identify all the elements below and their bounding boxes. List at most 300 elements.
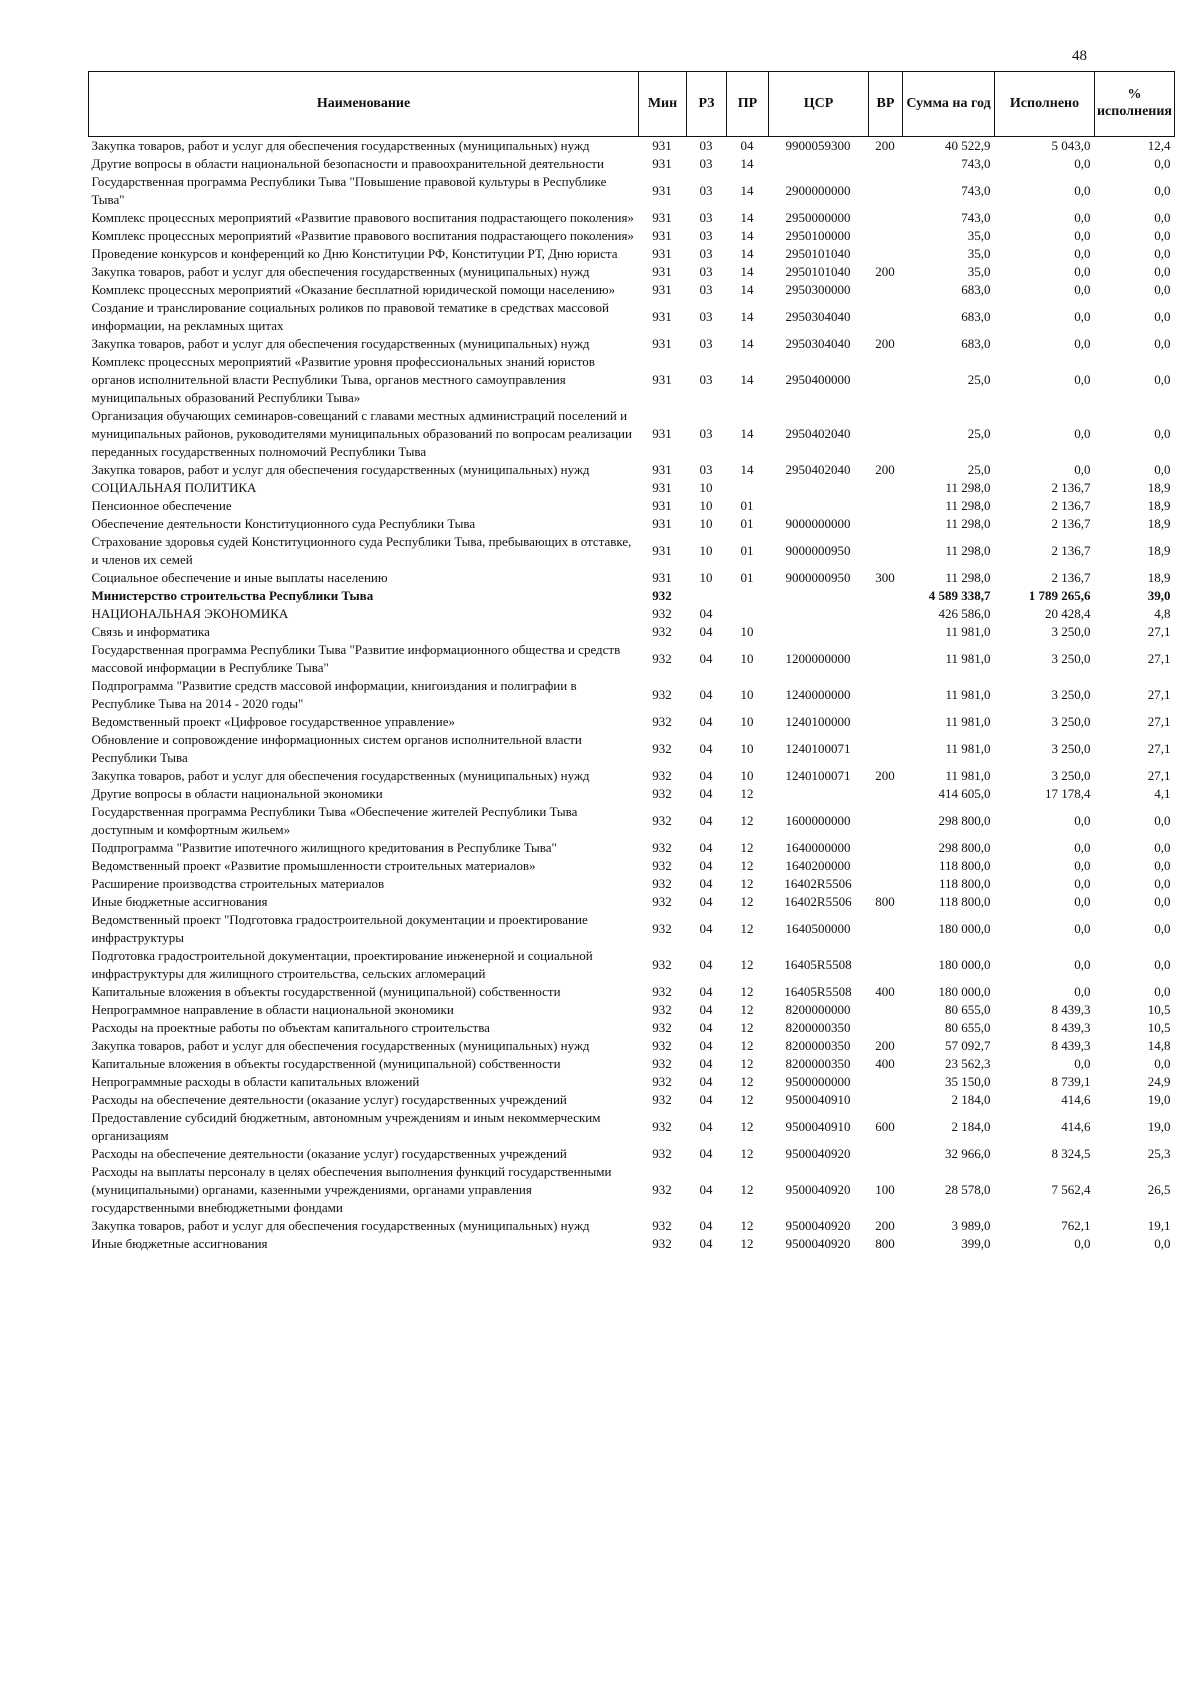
done-cell: 0,0 [1074, 210, 1091, 225]
rz-cell [687, 587, 727, 605]
min-cell: 932 [652, 1146, 672, 1161]
csr-cell: 2950402040 [785, 462, 851, 477]
min-cell: 931 [652, 228, 672, 243]
rz-cell: 04 [699, 606, 713, 621]
header-name: Наименование [89, 72, 639, 137]
csr-cell: 9500040920 [785, 1218, 851, 1233]
min-cell: 932 [652, 957, 672, 972]
sum-cell: 743,0 [961, 156, 991, 171]
vr-cell [869, 623, 903, 641]
table-row [89, 209, 1175, 227]
table-row [89, 173, 1175, 209]
csr-cell: 1640200000 [785, 858, 851, 873]
table-row [89, 1055, 1175, 1073]
min-cell: 931 [652, 282, 672, 297]
rz-cell: 03 [699, 426, 713, 441]
rz-cell: 04 [699, 1236, 713, 1251]
min-cell: 932 [652, 1002, 672, 1017]
pct-cell: 24,9 [1147, 1074, 1171, 1089]
header-rz: РЗ [687, 72, 727, 137]
vr-cell [869, 587, 903, 605]
name-cell: Закупка товаров, работ и услуг для обеспечения государственных (муниципальных) нужд [91, 1218, 590, 1233]
csr-cell: 2950304040 [785, 309, 851, 324]
pct-cell: 0,0 [1154, 1236, 1171, 1251]
sum-cell: 683,0 [961, 282, 991, 297]
pct-cell: 0,0 [1154, 336, 1171, 351]
header-vr: ВР [869, 72, 903, 137]
pr-cell: 01 [740, 516, 754, 531]
done-cell: 762,1 [1061, 1218, 1091, 1233]
done-cell: 0,0 [1074, 426, 1091, 441]
name-cell: Проведение конкурсов и конференций ко Дню Конституции РФ, Конституции РТ, Дню юриста [91, 246, 618, 261]
vr-cell: 100 [875, 1182, 895, 1197]
done-cell: 0,0 [1074, 876, 1091, 891]
sum-cell: 743,0 [961, 183, 991, 198]
done-cell: 0,0 [1074, 309, 1091, 324]
pr-cell: 10 [740, 714, 754, 729]
name-cell: Министерство строительства Республики Тыва [91, 588, 374, 603]
done-cell: 0,0 [1074, 957, 1091, 972]
sum-cell: 2 184,0 [951, 1119, 991, 1134]
name-cell: Комплекс процессных мероприятий «Оказание бесплатной юридической помощи населению» [91, 282, 616, 297]
sum-cell: 35 150,0 [945, 1074, 991, 1089]
min-cell: 932 [652, 1056, 672, 1071]
min-cell: 931 [652, 138, 672, 153]
sum-cell: 180 000,0 [938, 957, 991, 972]
vr-cell [869, 1073, 903, 1091]
min-cell: 932 [652, 687, 672, 702]
table-row [89, 857, 1175, 875]
csr-cell: 8200000000 [785, 1002, 851, 1017]
table-row [89, 155, 1175, 173]
sum-cell: 11 981,0 [945, 768, 991, 783]
done-cell: 0,0 [1074, 813, 1091, 828]
done-cell: 17 178,4 [1045, 786, 1091, 801]
name-cell: Расходы на выплаты персоналу в целях обеспечения выполнения функций государственными (муниципальными) органами, казенными учреждениями, органами управления государственными внебюджетными фондами [91, 1164, 612, 1215]
pr-cell: 12 [740, 957, 754, 972]
done-cell: 3 250,0 [1051, 624, 1091, 639]
name-cell: Закупка товаров, работ и услуг для обеспечения государственных (муниципальных) нужд [91, 462, 590, 477]
table-row [89, 1235, 1175, 1253]
sum-cell: 35,0 [967, 228, 991, 243]
csr-cell: 16405R5508 [784, 957, 852, 972]
pct-cell: 0,0 [1154, 156, 1171, 171]
pr-cell: 10 [740, 651, 754, 666]
pr-cell: 12 [740, 1074, 754, 1089]
vr-cell: 200 [875, 264, 895, 279]
done-cell: 3 250,0 [1051, 768, 1091, 783]
vr-cell [869, 1001, 903, 1019]
rz-cell: 03 [699, 264, 713, 279]
sum-cell: 11 298,0 [945, 570, 991, 585]
csr-cell: 9500040920 [785, 1146, 851, 1161]
rz-cell: 03 [699, 138, 713, 153]
sum-cell: 683,0 [961, 336, 991, 351]
min-cell: 932 [652, 1020, 672, 1035]
min-cell: 931 [652, 183, 672, 198]
vr-cell [869, 533, 903, 569]
name-cell: Связь и информатика [91, 624, 210, 639]
vr-cell: 200 [875, 768, 895, 783]
pr-cell: 14 [740, 309, 754, 324]
csr-cell: 9500040920 [785, 1236, 851, 1251]
name-cell: Расширение производства строительных материалов [91, 876, 385, 891]
pct-cell: 0,0 [1154, 264, 1171, 279]
done-cell: 3 250,0 [1051, 651, 1091, 666]
table-row [89, 263, 1175, 281]
rz-cell: 03 [699, 156, 713, 171]
pct-cell: 0,0 [1154, 984, 1171, 999]
name-cell: Непрограммное направление в области национальной экономики [91, 1002, 454, 1017]
done-cell: 414,6 [1061, 1119, 1091, 1134]
pct-cell: 26,5 [1147, 1182, 1171, 1197]
pr-cell: 12 [740, 1002, 754, 1017]
done-cell: 0,0 [1074, 921, 1091, 936]
vr-cell [869, 245, 903, 263]
vr-cell [869, 641, 903, 677]
table-row [89, 587, 1175, 605]
table-row [89, 839, 1175, 857]
pct-cell: 4,8 [1154, 606, 1171, 621]
done-cell: 2 136,7 [1051, 543, 1091, 558]
done-cell: 8 439,3 [1051, 1038, 1091, 1053]
pr-cell: 12 [740, 1182, 754, 1197]
pct-cell: 0,0 [1154, 813, 1171, 828]
rz-cell: 04 [699, 1218, 713, 1233]
sum-cell: 180 000,0 [938, 984, 991, 999]
min-cell: 932 [652, 858, 672, 873]
min-cell: 932 [652, 876, 672, 891]
rz-cell: 04 [699, 1002, 713, 1017]
pct-cell: 4,1 [1154, 786, 1171, 801]
done-cell: 0,0 [1074, 282, 1091, 297]
done-cell: 0,0 [1074, 336, 1091, 351]
sum-cell: 4 589 338,7 [928, 588, 991, 603]
min-cell: 932 [652, 741, 672, 756]
pct-cell: 10,5 [1147, 1002, 1171, 1017]
min-cell: 932 [652, 840, 672, 855]
name-cell: Иные бюджетные ассигнования [91, 1236, 268, 1251]
name-cell: Комплекс процессных мероприятий «Развитие правового воспитания подрастающего поколения» [91, 228, 634, 243]
csr-cell: 16405R5508 [784, 984, 852, 999]
pct-cell: 18,9 [1147, 543, 1171, 558]
sum-cell: 35,0 [967, 264, 991, 279]
min-cell: 932 [652, 714, 672, 729]
pct-cell: 0,0 [1154, 1056, 1171, 1071]
min-cell: 931 [652, 498, 672, 513]
pct-cell: 0,0 [1154, 372, 1171, 387]
pct-cell: 0,0 [1154, 246, 1171, 261]
name-cell: Ведомственный проект «Цифровое государственное управление» [91, 714, 455, 729]
rz-cell: 03 [699, 228, 713, 243]
pct-cell: 18,9 [1147, 498, 1171, 513]
rz-cell: 03 [699, 183, 713, 198]
min-cell: 931 [652, 516, 672, 531]
csr-cell: 8200000350 [785, 1038, 851, 1053]
rz-cell: 04 [699, 813, 713, 828]
done-cell: 2 136,7 [1051, 516, 1091, 531]
rz-cell: 04 [699, 984, 713, 999]
vr-cell [869, 209, 903, 227]
pr-cell: 12 [740, 876, 754, 891]
csr-cell: 9500000000 [785, 1074, 851, 1089]
table-body [89, 137, 1175, 1254]
vr-cell: 600 [875, 1119, 895, 1134]
rz-cell: 03 [699, 372, 713, 387]
vr-cell [869, 353, 903, 407]
pct-cell: 27,1 [1147, 714, 1171, 729]
pct-cell: 0,0 [1154, 426, 1171, 441]
vr-cell [869, 875, 903, 893]
sum-cell: 118 800,0 [938, 894, 991, 909]
rz-cell: 03 [699, 282, 713, 297]
pct-cell: 19,0 [1147, 1119, 1171, 1134]
min-cell: 932 [652, 894, 672, 909]
pr-cell: 04 [740, 138, 754, 153]
done-cell: 0,0 [1074, 984, 1091, 999]
csr-cell [769, 479, 869, 497]
pr-cell: 12 [740, 894, 754, 909]
done-cell: 5 043,0 [1051, 138, 1091, 153]
vr-cell [869, 515, 903, 533]
min-cell: 932 [652, 984, 672, 999]
min-cell: 932 [652, 651, 672, 666]
rz-cell: 04 [699, 840, 713, 855]
sum-cell: 40 522,9 [945, 138, 991, 153]
pr-cell: 14 [740, 426, 754, 441]
table-row [89, 479, 1175, 497]
done-cell: 414,6 [1061, 1092, 1091, 1107]
table-row [89, 983, 1175, 1001]
csr-cell [769, 785, 869, 803]
rz-cell: 04 [699, 1092, 713, 1107]
table-row [89, 893, 1175, 911]
pr-cell: 10 [740, 624, 754, 639]
rz-cell: 04 [699, 1056, 713, 1071]
header-done: Исполнено [995, 72, 1095, 137]
sum-cell: 11 981,0 [945, 651, 991, 666]
table-row [89, 803, 1175, 839]
min-cell: 932 [652, 1236, 672, 1251]
table-row [89, 1091, 1175, 1109]
name-cell: Ведомственный проект "Подготовка градостроительной документации и проектирование инфраструктуры [91, 912, 588, 945]
sum-cell: 298 800,0 [938, 813, 991, 828]
pr-cell: 14 [740, 462, 754, 477]
pr-cell: 01 [740, 543, 754, 558]
done-cell: 8 324,5 [1051, 1146, 1091, 1161]
done-cell: 2 136,7 [1051, 570, 1091, 585]
min-cell: 932 [652, 813, 672, 828]
header-pct: % исполнения [1095, 72, 1175, 137]
name-cell: Подготовка градостроительной документации, проектирование инженерной и социальной инфраструктуры для жилищного строительства, сельских агломераций [91, 948, 593, 981]
table-row [89, 227, 1175, 245]
name-cell: Другие вопросы в области национальной экономики [91, 786, 383, 801]
pr-cell: 14 [740, 183, 754, 198]
rz-cell: 04 [699, 624, 713, 639]
pct-cell: 18,9 [1147, 480, 1171, 495]
name-cell: Обеспечение деятельности Конституционного суда Республики Тыва [91, 516, 476, 531]
name-cell: Пенсионное обеспечение [91, 498, 232, 513]
pr-cell: 12 [740, 786, 754, 801]
min-cell: 932 [652, 921, 672, 936]
pct-cell: 0,0 [1154, 183, 1171, 198]
table-header [89, 72, 1175, 137]
pr-cell: 14 [740, 246, 754, 261]
done-cell: 2 136,7 [1051, 480, 1091, 495]
rz-cell: 03 [699, 210, 713, 225]
csr-cell: 2950000000 [785, 210, 851, 225]
csr-cell: 2950100000 [785, 228, 851, 243]
sum-cell: 11 981,0 [945, 624, 991, 639]
rz-cell: 04 [699, 957, 713, 972]
done-cell: 0,0 [1074, 228, 1091, 243]
name-cell: Обновление и сопровождение информационных систем органов исполнительной власти Республики Тыва [91, 732, 582, 765]
table-row [89, 641, 1175, 677]
pr-cell: 10 [740, 687, 754, 702]
rz-cell: 04 [699, 894, 713, 909]
rz-cell: 04 [699, 714, 713, 729]
pr-cell: 14 [740, 156, 754, 171]
sum-cell: 23 562,3 [945, 1056, 991, 1071]
sum-cell: 11 981,0 [945, 687, 991, 702]
pct-cell: 10,5 [1147, 1020, 1171, 1035]
name-cell: НАЦИОНАЛЬНАЯ ЭКОНОМИКА [91, 606, 289, 621]
pct-cell: 0,0 [1154, 282, 1171, 297]
pct-cell: 0,0 [1154, 840, 1171, 855]
done-cell: 0,0 [1074, 246, 1091, 261]
done-cell: 0,0 [1074, 840, 1091, 855]
pct-cell: 25,3 [1147, 1146, 1171, 1161]
table-row [89, 569, 1175, 587]
csr-cell: 16402R5506 [784, 876, 852, 891]
pr-cell: 12 [740, 984, 754, 999]
csr-cell: 2950101040 [785, 264, 851, 279]
pct-cell: 14,8 [1147, 1038, 1171, 1053]
table-row [89, 1019, 1175, 1037]
csr-cell: 9000000950 [785, 570, 851, 585]
vr-cell: 200 [875, 336, 895, 351]
min-cell: 931 [652, 210, 672, 225]
vr-cell [869, 947, 903, 983]
csr-cell: 1240100071 [785, 741, 851, 756]
csr-cell: 2950304040 [785, 336, 851, 351]
csr-cell: 1240100071 [785, 768, 851, 783]
vr-cell [869, 155, 903, 173]
done-cell: 7 562,4 [1051, 1182, 1091, 1197]
name-cell: Расходы на обеспечение деятельности (оказание услуг) государственных учреждений [91, 1092, 567, 1107]
sum-cell: 11 298,0 [945, 516, 991, 531]
csr-cell: 2950300000 [785, 282, 851, 297]
rz-cell: 10 [699, 480, 713, 495]
vr-cell: 300 [875, 570, 895, 585]
csr-cell: 8200000350 [785, 1056, 851, 1071]
csr-cell [769, 605, 869, 623]
pr-cell: 12 [740, 1092, 754, 1107]
name-cell: Комплекс процессных мероприятий «Развитие правового воспитания подрастающего поколения» [91, 210, 634, 225]
pct-cell: 18,9 [1147, 570, 1171, 585]
pct-cell: 27,1 [1147, 687, 1171, 702]
pr-cell: 14 [740, 264, 754, 279]
csr-cell [769, 623, 869, 641]
vr-cell: 400 [875, 1056, 895, 1071]
pct-cell: 0,0 [1154, 858, 1171, 873]
min-cell: 932 [652, 624, 672, 639]
done-cell: 8 439,3 [1051, 1002, 1091, 1017]
pct-cell: 0,0 [1154, 210, 1171, 225]
min-cell: 931 [652, 156, 672, 171]
csr-cell: 16402R5506 [784, 894, 852, 909]
min-cell: 931 [652, 543, 672, 558]
csr-cell: 1640500000 [785, 921, 851, 936]
pr-cell: 12 [740, 1038, 754, 1053]
done-cell: 0,0 [1074, 1056, 1091, 1071]
table-row [89, 1037, 1175, 1055]
sum-cell: 11 298,0 [945, 480, 991, 495]
name-cell: Закупка товаров, работ и услуг для обеспечения государственных (муниципальных) нужд [91, 138, 590, 153]
rz-cell: 04 [699, 768, 713, 783]
csr-cell: 9000000950 [785, 543, 851, 558]
name-cell: Комплекс процессных мероприятий «Развитие уровня профессиональных знаний юристов органов исполнительной власти Республики Тыва, органов местного самоуправления муниципальных образований Республики Тыва» [91, 354, 595, 405]
sum-cell: 25,0 [967, 462, 991, 477]
header-pr: ПР [727, 72, 769, 137]
done-cell: 3 250,0 [1051, 714, 1091, 729]
done-cell: 8 739,1 [1051, 1074, 1091, 1089]
sum-cell: 11 981,0 [945, 714, 991, 729]
sum-cell: 11 981,0 [945, 741, 991, 756]
rz-cell: 04 [699, 1020, 713, 1035]
name-cell: Социальное обеспечение и иные выплаты населению [91, 570, 388, 585]
vr-cell [869, 299, 903, 335]
pct-cell: 27,1 [1147, 651, 1171, 666]
min-cell: 932 [652, 786, 672, 801]
budget-table [88, 71, 1175, 1253]
csr-cell: 9900059300 [785, 138, 851, 153]
csr-cell: 9500040910 [785, 1119, 851, 1134]
pr-cell: 10 [740, 768, 754, 783]
pr-cell: 01 [740, 498, 754, 513]
rz-cell: 04 [699, 741, 713, 756]
header-sum: Сумма на год [903, 72, 995, 137]
pr-cell: 12 [740, 1236, 754, 1251]
done-cell: 3 250,0 [1051, 687, 1091, 702]
vr-cell [869, 497, 903, 515]
name-cell: Непрограммные расходы в области капитальных вложений [91, 1074, 420, 1089]
pr-cell: 12 [740, 1146, 754, 1161]
done-cell: 1 789 265,6 [1028, 588, 1091, 603]
sum-cell: 11 298,0 [945, 498, 991, 513]
pr-cell: 01 [740, 570, 754, 585]
pct-cell: 27,1 [1147, 624, 1171, 639]
sum-cell: 35,0 [967, 246, 991, 261]
sum-cell: 399,0 [961, 1236, 991, 1251]
table-row [89, 713, 1175, 731]
rz-cell: 04 [699, 1146, 713, 1161]
rz-cell: 03 [699, 462, 713, 477]
vr-cell [869, 479, 903, 497]
pct-cell: 12,4 [1147, 138, 1171, 153]
pr-cell: 14 [740, 372, 754, 387]
sum-cell: 80 655,0 [945, 1020, 991, 1035]
min-cell: 932 [652, 1038, 672, 1053]
rz-cell: 04 [699, 1074, 713, 1089]
csr-cell: 9500040910 [785, 1092, 851, 1107]
table-row [89, 335, 1175, 353]
min-cell: 932 [652, 768, 672, 783]
pr-cell [727, 479, 769, 497]
name-cell: Ведомственный проект «Развитие промышленности строительных материалов» [91, 858, 536, 873]
done-cell: 0,0 [1074, 183, 1091, 198]
csr-cell [769, 155, 869, 173]
